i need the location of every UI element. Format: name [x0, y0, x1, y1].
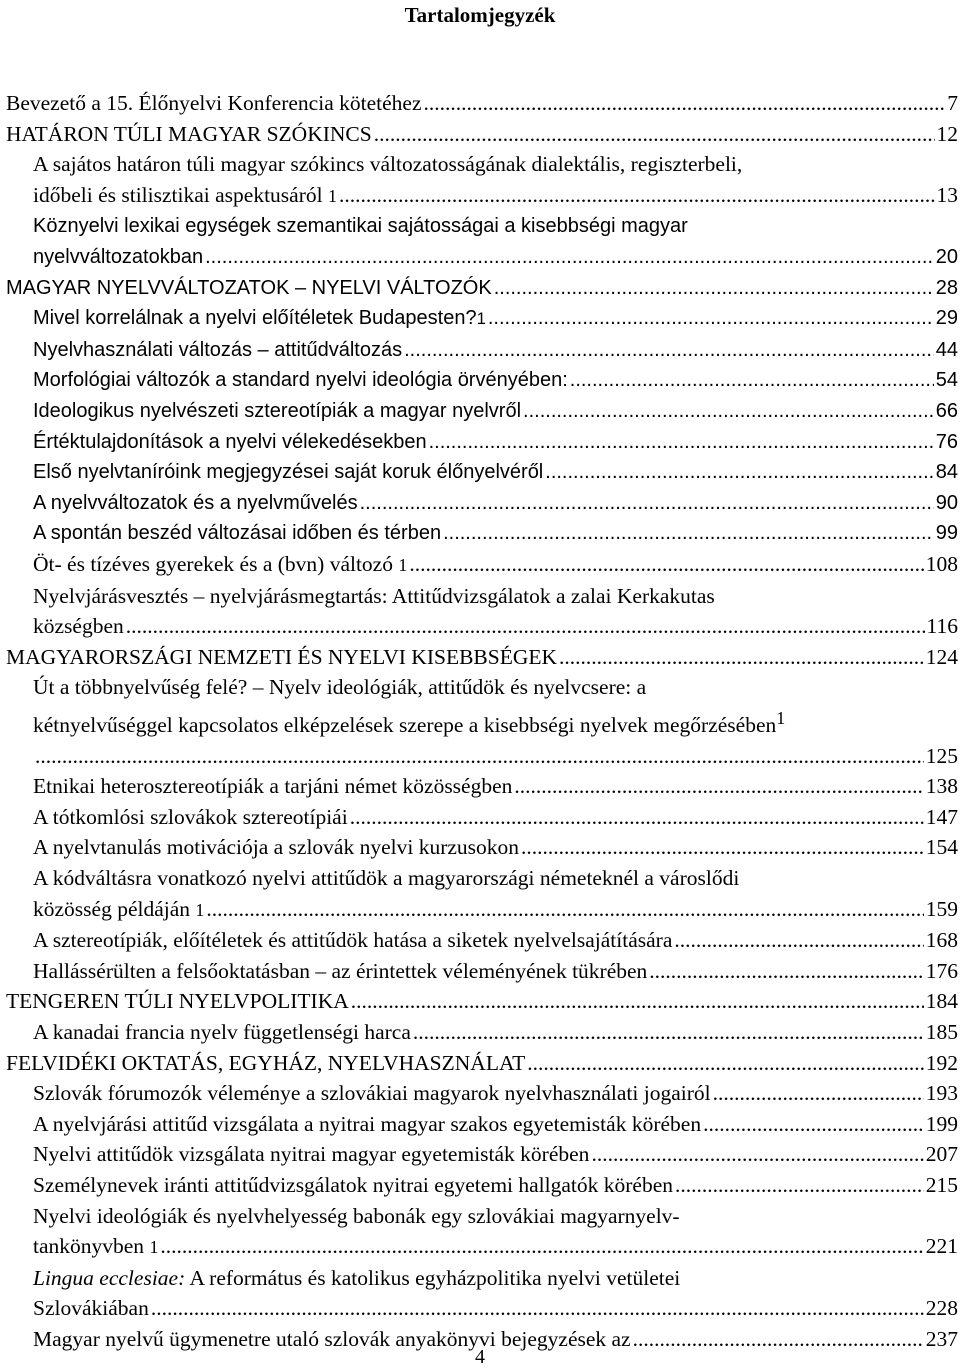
footnote-mark: 1	[776, 707, 786, 728]
table-of-contents	[6, 88, 958, 1355]
leader-dots	[488, 303, 934, 334]
entry-title-line: A nyelvjárási attitűd vizsgálata a nyitrai magyar szakos egyetemisták körében	[33, 1111, 702, 1136]
entry-page: 192	[925, 1050, 958, 1075]
leader-dots	[151, 1293, 924, 1324]
toc-entry[interactable]	[6, 488, 958, 519]
footnote-mark: 1	[195, 899, 205, 920]
leader-dots	[404, 335, 934, 366]
entry-page: 29	[935, 307, 958, 330]
entry-page: 154	[925, 835, 958, 860]
leader-dots	[713, 1078, 924, 1109]
toc-entry[interactable]	[6, 1017, 958, 1048]
leader-dots	[494, 273, 934, 304]
toc-entry[interactable]	[6, 863, 958, 925]
toc-entry[interactable]	[6, 335, 958, 366]
leader-dots	[350, 802, 924, 833]
entry-title-line: TENGEREN TÚLI NYELVPOLITIKA	[6, 989, 349, 1014]
footnote-mark: 1	[398, 554, 408, 575]
entry-page: 215	[925, 1172, 958, 1197]
leader-dots	[521, 832, 924, 863]
entry-title-line: A spontán beszéd változásai időben és térben	[33, 522, 442, 545]
toc-entry[interactable]	[6, 88, 958, 119]
leader-dots	[559, 642, 924, 673]
toc-entry[interactable]	[6, 396, 958, 427]
entry-title-line: Magyar nyelvű ügymenetre utaló szlovák anyakönyvi bejegyzések az	[33, 1326, 631, 1351]
entry-page: 207	[925, 1142, 958, 1167]
toc-entry[interactable]	[6, 956, 958, 987]
entry-title-line: községben	[33, 614, 124, 639]
leader-dots	[675, 1170, 924, 1201]
entry-title-line: Köznyelvi lexikai egységek szemantikai sajátosságai a kisebbségi magyar	[33, 215, 688, 238]
toc-entry[interactable]	[6, 211, 958, 272]
entry-title-line: közösség példáján	[33, 896, 191, 921]
leader-dots	[413, 1017, 924, 1048]
entry-page: 20	[935, 245, 958, 268]
toc-entry[interactable]	[6, 1170, 958, 1201]
entry-page: 13	[936, 182, 958, 207]
entry-page: 12	[936, 121, 958, 146]
entry-title-line: időbeli és stilisztikai aspektusáról	[33, 182, 323, 207]
entry-page: 138	[925, 774, 958, 799]
leader-dots	[514, 771, 923, 802]
entry-title-line: A sajátos határon túli magyar szókincs változatosságának dialektális, regiszterbeli,	[33, 152, 743, 177]
entry-title-line: Első nyelvtaníróink megjegyzései saját koruk élőnyelvéről	[33, 461, 544, 484]
leader-dots	[591, 1139, 923, 1170]
leader-dots	[409, 549, 923, 580]
entry-page: 176	[925, 958, 958, 983]
toc-entry[interactable]	[6, 642, 958, 673]
leader-dots	[160, 1231, 923, 1262]
leader-dots	[205, 242, 934, 273]
toc-entry[interactable]	[6, 832, 958, 863]
entry-title-line: tankönyvben	[33, 1234, 145, 1259]
entry-page: 199	[925, 1111, 958, 1136]
leader-dots	[423, 88, 945, 119]
entry-page: 84	[935, 461, 958, 484]
entry-title-line: Nyelvhasználati változás – attitűdváltozás	[33, 338, 403, 361]
entry-title-line: Ideologikus nyelvészeti sztereotípiák a magyar nyelvről	[33, 399, 522, 422]
leader-dots	[206, 894, 923, 925]
entry-title-line: A sztereotípiák, előítéletek és attitűdök hatása a siketek nyelvelsajátítására	[33, 928, 673, 953]
entry-title-line: MAGYAR NYELVVÁLTOZATOK – NYELVI VÁLTOZÓK	[6, 276, 492, 299]
leader-dots	[351, 986, 924, 1017]
toc-entry[interactable]	[6, 149, 958, 211]
entry-page: 116	[926, 614, 958, 639]
entry-title-line: kétnyelvűséggel kapcsolatos elképzelések szerepe a kisebbségi nyelvek megőrzésében$^1$	[33, 707, 786, 738]
toc-entry[interactable]	[6, 549, 958, 581]
leader-dots	[429, 427, 934, 458]
leader-dots	[126, 611, 925, 642]
entry-page: 228	[925, 1296, 958, 1321]
entry-title-line: MAGYARORSZÁGI NEMZETI ÉS NYELVI KISEBBSÉGEK	[6, 644, 558, 669]
entry-title-line: Mivel korrelálnak a nyelvi előítéletek Budapesten?	[33, 307, 477, 330]
entry-page: 237	[925, 1326, 958, 1351]
entry-title-line: Szlovák fórumozók véleménye a szlovákiai magyarok nyelvhasználati jogairól	[33, 1081, 711, 1106]
entry-title-line: Nyelvi attitűdök vizsgálata nyitrai magyar egyetemisták körében	[33, 1142, 590, 1167]
toc-entry[interactable]	[6, 1109, 958, 1140]
toc-entry[interactable]	[6, 365, 958, 396]
entry-page: 125	[925, 743, 958, 768]
entry-title-line: Öt- és tízéves gyerekek és a (bvn) változó	[33, 551, 393, 576]
toc-entry[interactable]	[6, 925, 958, 956]
entry-title-line: A tótkomlósi szlovákok sztereotípiái	[33, 804, 348, 829]
entry-title-line: A kódváltásra vonatkozó nyelvi attitűdök a magyarországi németeknél a városlődi	[33, 866, 740, 890]
leader-dots	[35, 741, 924, 772]
entry-title-line: Út a többnyelvűség felé? – Nyelv ideológiák, attitűdök és nyelvcsere: a	[33, 675, 647, 700]
entry-title-line: Lingua ecclesiae: A református és katolikus egyházpolitika nyelvi vetületei	[33, 1265, 681, 1290]
leader-dots	[649, 956, 923, 987]
toc-entry[interactable]	[6, 672, 958, 771]
entry-page: 147	[925, 804, 958, 829]
entry-page: 90	[935, 491, 958, 514]
toc-entry[interactable]	[6, 581, 958, 642]
leader-dots	[570, 365, 934, 396]
entry-page: 108	[925, 551, 958, 576]
toc-entry[interactable]	[6, 771, 958, 802]
entry-title-line: Szlovákiában	[33, 1296, 149, 1321]
leader-dots	[545, 457, 933, 488]
toc-entry[interactable]	[6, 802, 958, 833]
footnote-mark: 1	[476, 309, 486, 329]
entry-page: 221	[925, 1234, 958, 1259]
entry-title-line: Személynevek iránti attitűdvizsgálatok nyitrai egyetemi hallgatók körében	[33, 1172, 674, 1197]
leader-dots	[360, 488, 934, 519]
entry-title-line: Bevezető a 15. Élőnyelvi Konferencia kötetéhez	[6, 91, 422, 115]
entry-title-line: FELVIDÉKI OKTATÁS, EGYHÁZ, NYELVHASZNÁLAT	[6, 1050, 526, 1075]
entry-title-line: Morfológiai változók a standard nyelvi ideológia örvényében:	[33, 369, 568, 392]
entry-title-line: A kanadai francia nyelv függetlenségi harca	[33, 1019, 411, 1044]
entry-page: 185	[925, 1019, 958, 1044]
toc-entry[interactable]	[6, 1078, 958, 1109]
leader-dots	[523, 396, 934, 427]
entry-title-line: Etnikai heterosztereotípiák a tarjáni német közösségben	[33, 774, 513, 799]
entry-page: 28	[935, 276, 958, 299]
entry-page: 66	[935, 399, 958, 422]
leader-dots	[674, 925, 923, 956]
entry-title-line: Nyelvjárásvesztés – nyelvjárásmegtartás: Attitűdvizsgálatok a zalai Kerkakutas	[33, 583, 715, 608]
page-number: 4	[475, 1346, 485, 1368]
toc-entry[interactable]	[6, 1201, 958, 1263]
toc-entry[interactable]	[6, 457, 958, 488]
entry-title-line: Hallássérülten a felsőoktatásban – az érintettek véleményének tükrében	[33, 958, 648, 983]
footnote-mark: 1	[149, 1237, 159, 1258]
entry-page: 159	[925, 896, 958, 921]
toc-entry[interactable]	[6, 303, 958, 335]
entry-title-line: Értéktulajdonítások a nyelvi vélekedésekben	[33, 430, 427, 453]
entry-page: 193	[925, 1081, 958, 1106]
entry-page: 184	[925, 989, 958, 1014]
toc-entry[interactable]	[6, 1048, 958, 1079]
entry-page: 44	[935, 338, 958, 361]
toc-entry[interactable]	[6, 427, 958, 458]
entry-title-line: HATÁRON TÚLI MAGYAR SZÓKINCS	[6, 121, 372, 146]
entry-title-line: A nyelvtanulás motivációja a szlovák nyelvi kurzusokon	[33, 835, 520, 860]
toc-entry[interactable]	[6, 1139, 958, 1170]
leader-dots	[527, 1048, 924, 1079]
entry-page: 124	[925, 644, 958, 669]
leader-dots	[374, 119, 935, 150]
toc-entry[interactable]	[6, 986, 958, 1017]
entry-title-line: A nyelvváltozatok és a nyelvművelés	[33, 491, 358, 514]
entry-title-line: nyelvváltozatokban	[33, 245, 204, 268]
entry-title-line: Nyelvi ideológiák és nyelvhelyesség babonák egy szlovákiai magyarnyelv-	[33, 1203, 680, 1228]
leader-dots	[703, 1109, 924, 1140]
toc-entry[interactable]	[6, 518, 958, 549]
entry-page: 7	[947, 91, 958, 115]
page-title: Tartalomjegyzék	[404, 3, 556, 27]
toc-entry[interactable]	[6, 273, 958, 304]
entry-page: 76	[935, 430, 958, 453]
entry-page: 54	[935, 369, 958, 392]
toc-entry[interactable]	[6, 119, 958, 150]
toc-entry[interactable]	[6, 1263, 958, 1324]
entry-page: 168	[925, 928, 958, 953]
footnote-mark: 1	[327, 185, 337, 206]
leader-dots	[443, 518, 934, 549]
entry-page: 99	[935, 522, 958, 545]
leader-dots	[339, 180, 935, 211]
